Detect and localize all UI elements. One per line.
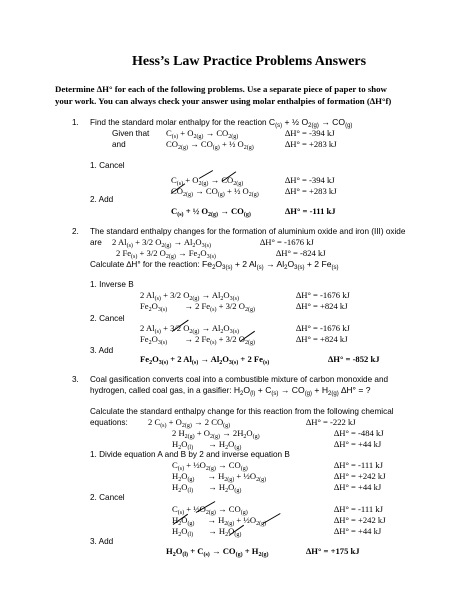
p1-equation-b: $CO_{2(g)} \to CO_{(g)}$ + ½ $O_{2(g)}$ (166, 139, 254, 151)
p2-step-cancel: 2. Cancel (90, 314, 125, 323)
p3-divide-equation-a: $C_{(s)}$ + $\frac{1}{2}O_{2(g)} \to CO_{(g)}$ (172, 460, 248, 472)
p2-enthalpy-b: ∆H° = -824 kJ (276, 248, 326, 258)
p2-inverse-equation-b: $Fe_2O_{3(s)}$ → 2 $Fe_{(s)} + 3/2$ $O_{2(g)}$ (140, 301, 255, 313)
p3-divide-enthalpy-a: ∆H° = -111 kJ (334, 460, 383, 470)
p1-step-cancel: 1. Cancel (90, 161, 125, 170)
p1-cancel-enthalpy-a: ∆H° = -394 kJ (285, 175, 335, 185)
p3-enthalpy-c: ∆H° = +44 kJ (334, 439, 382, 449)
p1-result-enthalpy: ∆H° = -111 kJ (285, 206, 336, 216)
p2-equation-a: 2 $Al_{(s)} + 3/2$ $O_{2(g)} \to Al_2O_{3(s)}$ (112, 237, 211, 249)
p3-result-equation: $H_2O_{(l)} + C_{(s)} \to CO_{(g)} + H_{2(g)}$ (166, 546, 269, 558)
p2-calculate: Calculate ∆H° for the reaction: $Fe_2O_{3(s)} + 2$ $Al_{(s)} \to Al_2O_{3(s)} + 2$ $Fe_{(s)}$ (90, 259, 339, 271)
p2-inverse-enthalpy-b: ∆H° = +824 kJ (296, 301, 348, 311)
p1-cancel-equation-b: $CO_{2(g)} \to CO_{(g)}$ + ½ $O_{2(g)}$ (171, 186, 259, 198)
p1-given-label: Given that (112, 129, 150, 138)
p1-enthalpy-b: ∆H° = +283 kJ (285, 139, 337, 149)
p2-step-add: 3. Add (90, 346, 114, 355)
p1-enthalpy-a: ∆H° = -394 kJ (285, 128, 335, 138)
p3-equation-c: $H_2O_{(l)}$ → $H_2O_{(g)}$ (172, 439, 242, 451)
p3-step-add: 3. Add (90, 537, 114, 546)
p2-result-enthalpy: ∆H° = -852 kJ (328, 354, 380, 364)
p2-inverse-equation-a: 2 $Al_{(s)} + 3/2$ $O_{2(g)} \to Al_2O_{3(s)}$ (140, 290, 239, 302)
p2-line-1: The standard enthalpy changes for the formation of aluminium oxide and iron (III) oxide (90, 227, 406, 236)
p3-step-cancel: 2. Cancel (90, 493, 125, 502)
p3-cancel-enthalpy-c: ∆H° = +44 kJ (334, 526, 382, 536)
p3-equation-a: 2 $C_{(s)} + O_{2(g)} \to 2$ $CO_{(g)}$ (148, 417, 231, 429)
p3-cancel-equation-b: $H_2O_{(g)}$ → $H_{2(g)}$ + $\frac{1}{2}O_{2(g)}$ (172, 515, 267, 527)
p2-are-label: are (90, 238, 102, 247)
p3-number: 3. (72, 375, 79, 384)
p2-result-equation: $Fe_2O_{3(s)} + 2$ $Al_{(s)} \to Al_2O_{3(s)} + 2$ $Fe_{(s)}$ (140, 354, 270, 366)
p3-step-divide: 1. Divide equation A and B by 2 and inverse equation B (90, 450, 290, 459)
page-title: Hess’s Law Practice Problems Answers (132, 54, 367, 69)
p3-equation-b: 2 $H_{2(g)} + O_{2(g)} \to 2H_2O_{(g)}$ (172, 428, 260, 440)
p1-cancel-equation-a: $C_{(s)} + O_{2(g)} \to CO_{2(g)}$ (171, 175, 244, 187)
p2-equation-b: 2 $Fe_{(s)} + 3/2$ $O_{2(g)} \to Fe_2O_{3(s)}$ (116, 248, 216, 260)
p3-enthalpy-b: ∆H° = -484 kJ (334, 428, 384, 438)
p3-line-2: hydrogen, called coal gas, in a gasifier: $H_2O_{(l)} + C_{(s)} \to CO_{(g)} + H_{2(g)}$ ∆H° = ? (90, 385, 371, 397)
p1-equation-a: $C_{(s)} + O_{2(g)} \to CO_{2(g)}$ (166, 128, 239, 140)
p3-enthalpy-a: ∆H° = -222 kJ (306, 417, 356, 427)
p2-cancel-enthalpy-a: ∆H° = -1676 kJ (296, 323, 350, 333)
p3-cancel-equation-c: $H_2O_{(l)}$ → $H_2O_{(g)}$ (172, 526, 242, 538)
p3-calculate-1: Calculate the standard enthalpy change for this reaction from the following chemical (90, 407, 394, 416)
p1-number: 1. (72, 118, 79, 127)
p3-divide-enthalpy-c: ∆H° = +44 kJ (334, 482, 382, 492)
intro-line-2: your work. You can always check your answer using molar enthalpies of formation (∆H°f) (55, 96, 392, 106)
p3-result-enthalpy: ∆H° = +175 kJ (306, 546, 360, 556)
p2-enthalpy-a: ∆H° = -1676 kJ (260, 237, 314, 247)
p3-cancel-enthalpy-a: ∆H° = -111 kJ (334, 504, 383, 514)
p1-question: Find the standard molar enthalpy for the reaction $C_{(s)}$ + ½ $O_{2(g)} \to CO_{(g)}$ (90, 117, 353, 129)
p2-cancel-equation-a: 2 $Al_{(s)} + 3/2$ $O_{2(g)} \to Al_2O_{3(s)}$ (140, 323, 239, 335)
p3-calculate-2: equations: (90, 418, 128, 427)
p2-cancel-equation-b: $Fe_2O_{3(s)}$ → 2 $Fe_{(s)} + 3/2$ $O_{2(g)}$ (140, 334, 255, 346)
p3-divide-equation-b: $H_2O_{(g)}$ → $H_{2(g)}$ + $\frac{1}{2}O_{2(g)}$ (172, 471, 267, 483)
p3-divide-enthalpy-b: ∆H° = +242 kJ (334, 471, 386, 481)
p1-cancel-enthalpy-b: ∆H° = +283 kJ (285, 186, 337, 196)
p2-inverse-enthalpy-a: ∆H° = -1676 kJ (296, 290, 350, 300)
intro-line-1: Determine ∆H° for each of the following problems. Use a separate piece of paper to show (55, 84, 387, 94)
p1-result-equation: $C_{(s)}$ + ½ $O_{2(g)} \to CO_{(g)}$ (171, 206, 251, 218)
p3-divide-equation-c: $H_2O_{(l)}$ → $H_2O_{(g)}$ (172, 482, 242, 494)
p1-step-add: 2. Add (90, 195, 114, 204)
p2-cancel-enthalpy-b: ∆H° = +824 kJ (296, 334, 348, 344)
p3-line-1: Coal gasification converts coal into a combustible mixture of carbon monoxide and (90, 375, 389, 384)
p3-cancel-enthalpy-b: ∆H° = +242 kJ (334, 515, 386, 525)
p2-number: 2. (72, 227, 79, 236)
p2-step-inverse: 1. Inverse B (90, 280, 134, 289)
p3-cancel-equation-a: $C_{(s)}$ + $\frac{1}{2}O_{2(g)} \to CO_{(g)}$ (172, 504, 248, 516)
p1-and-label: and (112, 140, 126, 149)
